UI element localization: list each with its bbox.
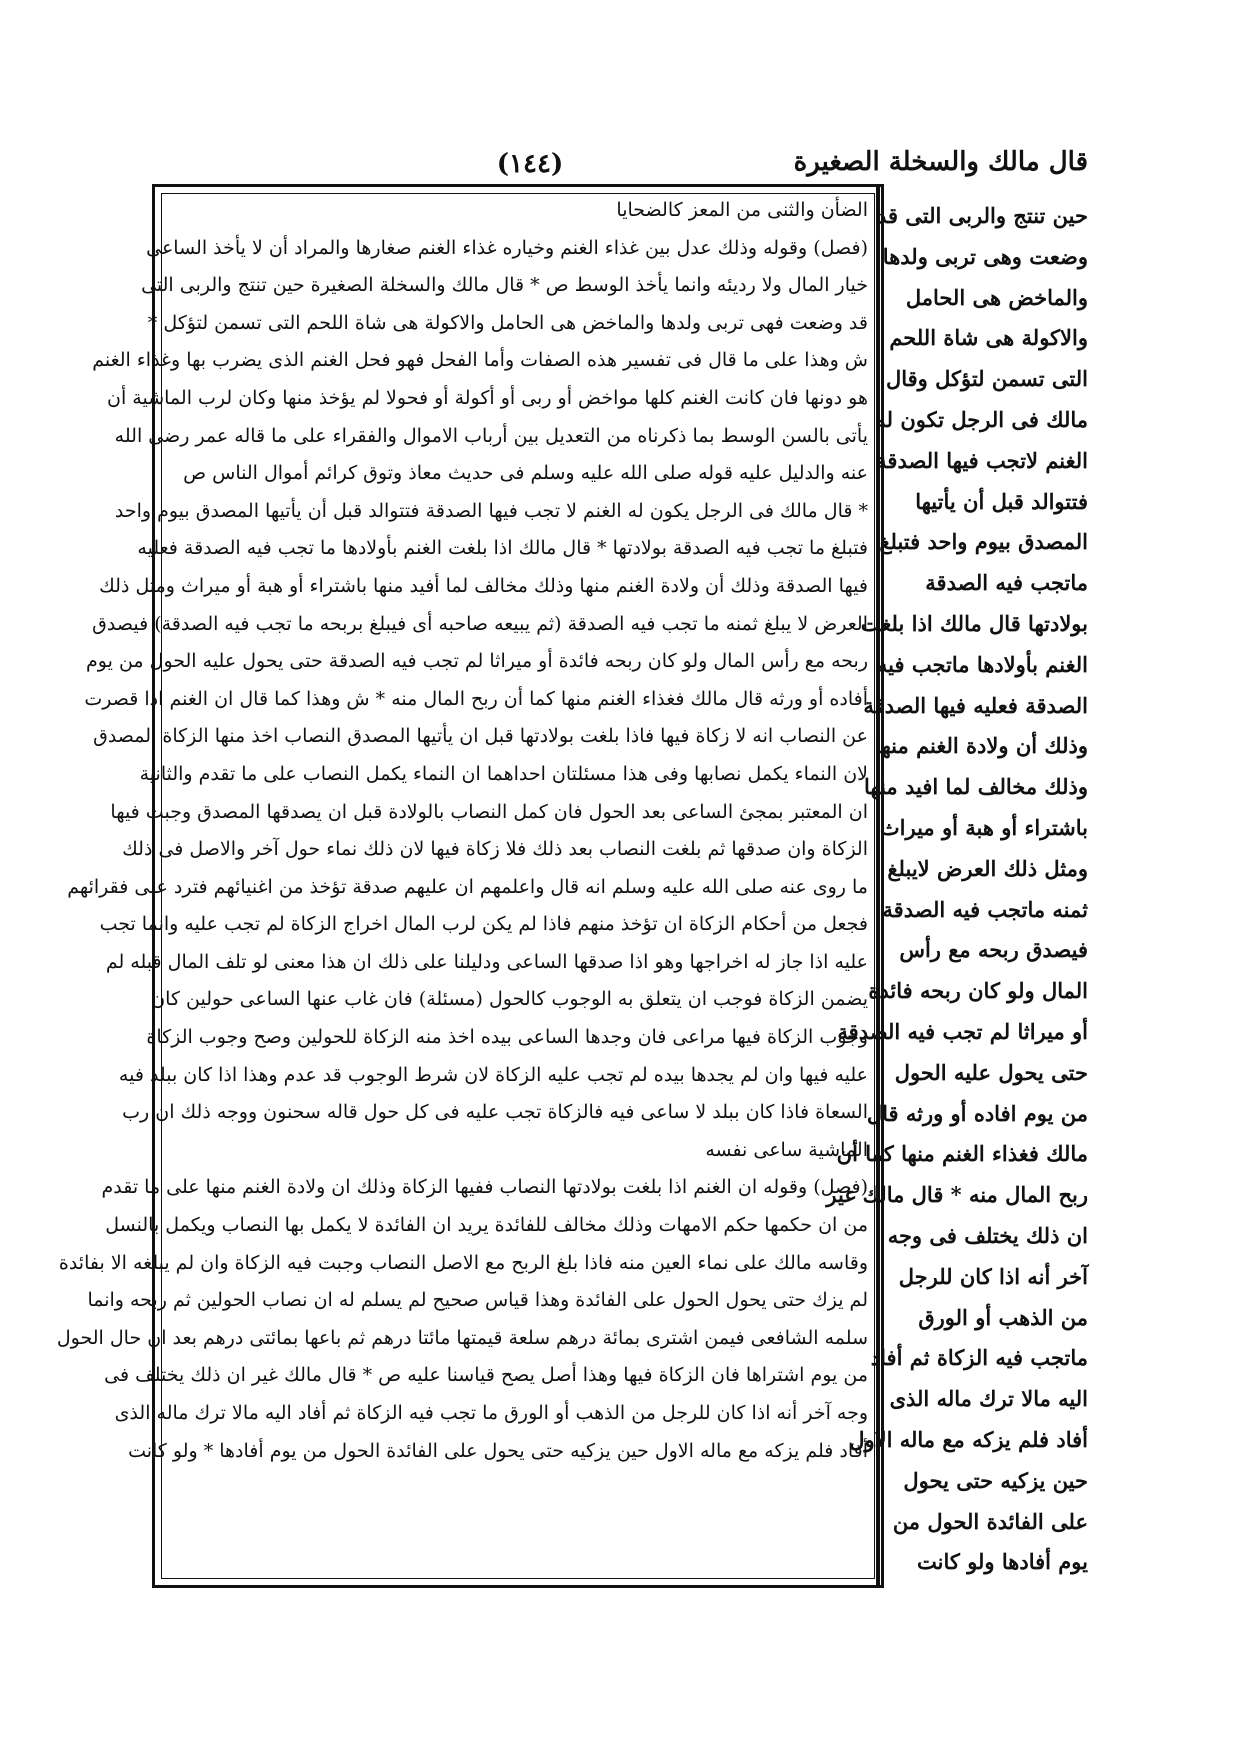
- commentary-line: فتبلغ ما تجب فيه الصدقة بولادتها * قال مالك اذا بلغت الغنم بأولادها ما تجب فيه الصدقة فعليه: [137, 537, 868, 560]
- commentary-line: يضمن الزكاة فوجب ان يتعلق به الوجوب كالحول (مسئلة) فان غاب عنها الساعى حولين كان: [151, 988, 868, 1011]
- commentary-line: لم يزك حتى يحول الحول على الفائدة وهذا قياس صحيح لم يسلم له ان نصاب الحولين ثم ربحه وانما: [87, 1289, 868, 1312]
- margin-line: من الذهب أو الورق: [918, 1304, 1088, 1330]
- commentary-line: فجعل من أحكام الزكاة ان تؤخذ منهم فاذا لم يكن لرب المال اخراج الزكاة لم تجب عليه وانما تجب: [99, 913, 868, 936]
- margin-line: بولادتها قال مالك اذا بلغت: [860, 610, 1088, 636]
- commentary-line: العرض لا يبلغ ثمنه ما تجب فيه الصدقة (ثم يبيعه صاحبه أى فيبلغ بربحه ما تجب فيه الصدقة) فيصدق: [92, 612, 868, 635]
- margin-line: يوم أفادها ولو كانت: [917, 1549, 1088, 1575]
- commentary-line: عليه اذا جاز له اخراجها وهو اذا صدقها الساعى ودليلنا على ذلك ان هذا معنى لو تلف المال قبله لم: [105, 950, 868, 973]
- commentary-line: الماشية ساعى نفسه: [705, 1138, 868, 1161]
- margin-line: أفاد فلم يزكه مع ماله الاول: [849, 1426, 1088, 1452]
- margin-line: مالك فى الرجل تكون له: [875, 406, 1088, 432]
- margin-line: ماتجب فيه الصدقة: [925, 570, 1088, 596]
- margin-line: حين تنتج والربى التى قد: [876, 203, 1088, 228]
- margin-line: المصدق بيوم واحد فتبلغ: [879, 529, 1088, 555]
- margin-line: أو ميراثا لم تجب فيه الصدقة: [837, 1018, 1088, 1044]
- margin-line: والاكولة هى شاة اللحم: [889, 325, 1088, 351]
- commentary-line: ان المعتبر بمجئ الساعى بعد الحول فان كمل النصاب بالولادة قبل ان يصدقها المصدق وجبت فيها: [110, 800, 868, 823]
- commentary-line: من ان حكمها حكم الامهات وذلك مخالف للفائدة يريد ان الفائدة لا يكمل بها النصاب ويكمل بالنسل: [105, 1214, 868, 1237]
- page-number: (١٤٤): [496, 149, 564, 179]
- commentary-line: عليه فيها وان لم يجدها بيده لم تجب عليه الزكاة لان شرط الوجوب قد عدم وهذا اذا كان ببلد فيه: [118, 1063, 868, 1086]
- commentary-line: أفاده أو ورثه قال مالك فغذاء الغنم منها كما أن ربح المال منه * ش وهذا كما قال ان الغنم اذا قصرت: [84, 687, 868, 710]
- margin-line: ان ذلك يختلف فى وجه: [887, 1222, 1088, 1248]
- commentary-line: سلمه الشافعى فيمن اشترى بمائة درهم سلعة قيمتها مائتا درهم ثم باعها بمائتى درهم بعد ان حال الحول: [56, 1326, 868, 1349]
- margin-line: المال ولو كان ربحه فائدة: [868, 978, 1088, 1004]
- commentary-line: (فصل) وقوله وذلك عدل بين غذاء الغنم وخياره غذاء الغنم صغارها والمراد أن لا يأخذ الساعى: [146, 236, 868, 259]
- margin-line: من يوم افاده أو ورثه قال: [866, 1100, 1088, 1126]
- margin-line: حتى يحول عليه الحول: [894, 1059, 1088, 1085]
- commentary-line: الضأن والثنى من المعز كالضحايا: [616, 199, 868, 221]
- margin-line: وذلك أن ولادة الغنم منها: [875, 733, 1088, 759]
- margin-line: فتتوالد قبل أن يأتيها: [915, 488, 1088, 514]
- commentary-line: (فصل) وقوله ان الغنم اذا بلغت بولادتها النصاب ففيها الزكاة وذلك ان ولادة الغنم منها على ما تقدم: [101, 1176, 868, 1199]
- margin-line: وضعت وهى تربى ولدها: [882, 243, 1088, 269]
- margin-line: آخر أنه اذا كان للرجل: [898, 1263, 1088, 1289]
- commentary-line: وقاسه مالك على نماء العين منه فاذا بلغ الربح مع الاصل النصاب وجبت فيه الزكاة وان لم يبلغه الا بفائدة: [58, 1251, 868, 1274]
- commentary-line: الزكاة وان صدقها ثم بلغت النصاب بعد ذلك فلا زكاة فيها لان ذلك نماء حول آخر والاصل فى ذلك: [122, 838, 868, 861]
- margin-line: ربح المال منه * قال مالك غير: [826, 1182, 1088, 1208]
- margin-line: والماخض هى الحامل: [905, 284, 1088, 310]
- commentary-line: لان النماء يكمل نصابها وفى هذا مسئلتان احداهما ان النماء يكمل النصاب على ما تقدم والثانية: [139, 762, 868, 785]
- margin-line: على الفائدة الحول من: [892, 1508, 1088, 1534]
- margin-line: التى تسمن لتؤكل وقال: [885, 366, 1088, 392]
- commentary-line: فيها الصدقة وذلك أن ولادة الغنم منها وذلك مخالف لما أفيد منها باشتراء أو هبة أو ميراث ومثل ذلك: [99, 574, 868, 597]
- margin-line: ماتجب فيه الزكاة ثم أفاد: [870, 1345, 1088, 1371]
- commentary-line: قد وضعت فهى تربى ولدها والماخض هى الحامل والاكولة هى شاة اللحم التى تسمن لتؤكل *: [147, 311, 868, 334]
- margin-line: ومثل ذلك العرض لايبلغ: [887, 855, 1088, 881]
- margin-line: الغنم بأولادها ماتجب فيه: [876, 651, 1088, 677]
- margin-heading: قال مالك والسخلة الصغيرة: [793, 147, 1088, 177]
- commentary-line: أفاد فلم يزكه مع ماله الاول حين يزكيه حتى يحول على الفائدة الحول من يوم أفادها * ولو كانت: [128, 1439, 868, 1462]
- margin-line: الغنم لاتجب فيها الصدقة: [876, 447, 1088, 473]
- commentary-line: ربحه مع رأس المال ولو كان ربحه فائدة أو ميراثا لم تجب فيه الصدقة حتى يحول عليه الحول من يوم: [86, 650, 868, 673]
- margin-line: اليه مالا ترك ماله الذى: [889, 1386, 1088, 1412]
- commentary-line: يأتى بالسن الوسط بما ذكرناه من التعديل بين أرباب الاموال والفقراء على ما قاله عمر رضى الله: [114, 424, 868, 447]
- margin-line: فيصدق ربحه مع رأس: [899, 937, 1088, 963]
- commentary-column: [56, 192, 868, 1580]
- commentary-line: عنه والدليل عليه قوله صلى الله عليه وسلم فى حديث معاذ وتوق كرائم أموال الناس ص: [183, 462, 868, 485]
- commentary-line: وجوب الزكاة فيها مراعى فان وجدها الساعى بيده اخذ منه الزكاة للحولين وصح وجوب الزكاة: [146, 1026, 868, 1049]
- commentary-line: عن النصاب انه لا زكاة فيها فاذا بلغت بولادتها قبل ان يأتيها المصدق النصاب اخذ منها الزكاة المصدق: [93, 725, 868, 748]
- commentary-line: ش وهذا على ما قال فى تفسير هذه الصفات وأما الفحل فهو فحل الغنم الذى يضرب بها وغذاء الغنم: [92, 349, 868, 372]
- margin-line: مالك فغذاء الغنم منها كما أن: [836, 1141, 1088, 1167]
- margin-line: باشتراء أو هبة أو ميراث: [879, 814, 1088, 840]
- commentary-line: السعاة فاذا كان ببلد لا ساعى فيه فالزكاة تجب عليه فى كل حول قاله سحنون ووجه ذلك ان رب: [122, 1101, 868, 1124]
- margin-line: حين يزكيه حتى يحول: [903, 1467, 1088, 1493]
- margin-line: وذلك مخالف لما افيد منها: [863, 774, 1088, 800]
- commentary-line: من يوم اشتراها فان الزكاة فيها وهذا أصل يصح قياسنا عليه ص * قال مالك غير ان ذلك يختلف فى: [104, 1364, 868, 1387]
- commentary-line: ما روى عنه صلى الله عليه وسلم انه قال واعلمهم ان عليهم صدقة تؤخذ من اغنيائهم فترد على فقرائهم: [67, 875, 868, 898]
- margin-line: ثمنه ماتجب فيه الصدقة: [882, 896, 1088, 922]
- commentary-line: هو دونها فان كانت الغنم كلها مواخض أو ربى أو أكولة أو فحولا لم يؤخذ منها وكان لرب الماشية أن: [107, 386, 868, 409]
- commentary-line: * قال مالك فى الرجل يكون له الغنم لا تجب فيها الصدقة فتتوالد قبل أن يأتيها المصدق بيوم واحد: [114, 499, 868, 522]
- commentary-line: خيار المال ولا رديئه وانما يأخذ الوسط ص * قال مالك والسخلة الصغيرة حين تنتج والربى التى: [141, 274, 868, 297]
- margin-line: الصدقة فعليه فيها الصدقة: [863, 692, 1088, 718]
- margin-text-column: [826, 196, 1088, 1596]
- commentary-line: وجه آخر أنه اذا كان للرجل من الذهب أو الورق ما تجب فيه الزكاة ثم أفاد اليه مالا ترك ماله الذى: [114, 1402, 868, 1424]
